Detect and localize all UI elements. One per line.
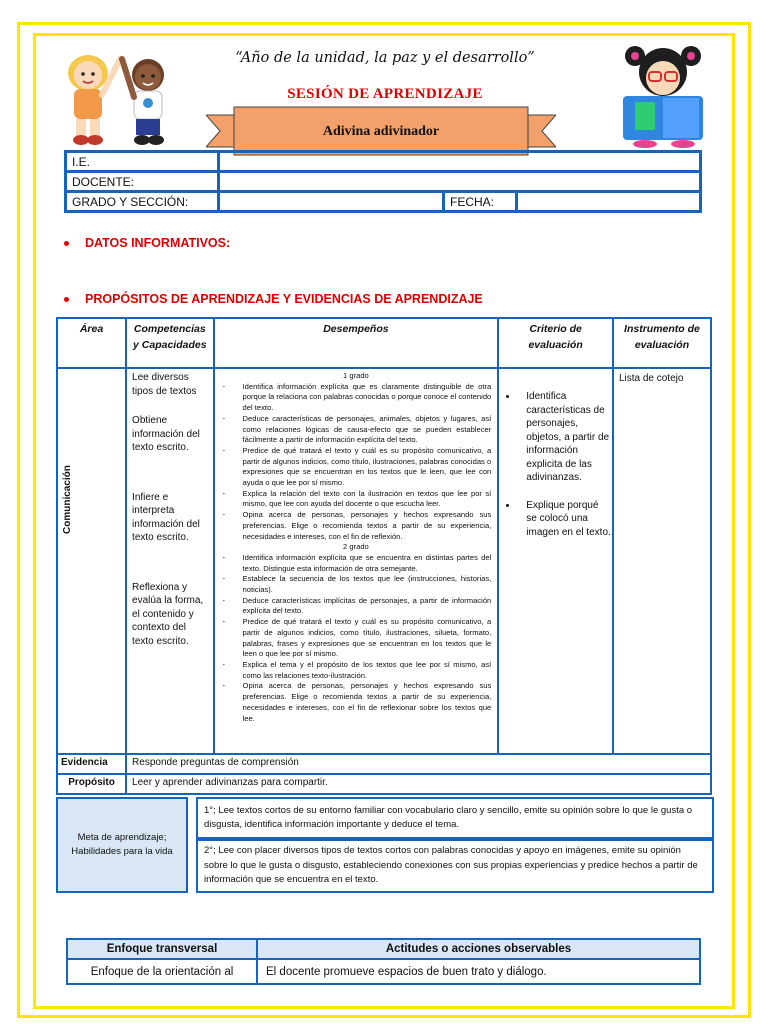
desempeno-item: - Opina acerca de personas, personajes y hechos expresando sus preferencias. Elige o recomienda textos a partir de su experiencia, necesidades e intereses, con el fin de reflexionar sobre los textos que lee.: [221, 681, 492, 724]
desempeno-item: - Explica la relación del texto con la ilustración en textos que lee por sí mismo, que lee con ayuda del docente o que escucha leer.: [221, 489, 492, 510]
evidencia-label: Evidencia: [57, 754, 126, 774]
session-title: SESIÓN DE APRENDIZAJE: [287, 86, 483, 102]
competencia-item: Reflexiona y evalúa la forma, el contenido y contexto del texto escrito.: [132, 581, 204, 647]
year-motto: “Año de la unidad, la paz y el desarrollo”: [235, 50, 535, 66]
actitudes-cell: El docente promueve espacios de buen trato y diálogo.: [257, 959, 700, 984]
desempeno-item: - Identifica información explícita que es claramente distinguible de otra porque la relaciona con palabras conocidas o porque conoce el contenido del texto.: [221, 382, 492, 414]
learning-purposes-table: [56, 317, 712, 795]
fecha-label: FECHA:: [444, 192, 517, 212]
competencia-item: Obtiene información del texto escrito.: [132, 415, 200, 453]
desempeno-item: - Identifica información explícita que se encuentra en distintas partes del texto. Distingue esta información de otra semejante.: [221, 553, 492, 574]
section-datos: [64, 236, 230, 250]
competencia-item: Lee diversos tipos de textos: [132, 372, 197, 397]
desempeno-item: - Deduce características de personajes, animales, objetos y lugares, así como relaciones lógicas de causa-efecto que se pueden establecer fácilmente a partir de información explícita del texto.: [221, 414, 492, 446]
grade2-title: 2 grado: [343, 542, 369, 552]
header-instrumento: Instrumento de evaluación: [613, 318, 711, 368]
header-competencias: Competencias y Capacidades: [126, 318, 213, 368]
header-desempenos: Desempeños: [214, 318, 499, 368]
instrumento-cell: Lista de cotejo: [613, 368, 711, 754]
grade1-list: [221, 382, 492, 543]
area-label: Comunicación: [62, 465, 73, 534]
competencias-cell: [126, 368, 213, 754]
desempeno-item: - Predice de qué tratará el texto y cuál es su propósito comunicativo, a partir de algunos indicios, como título, ilustraciones, silueta, formato, palabras, frases y expresiones que se encuentran en los textos que le leen o que lee por sí mismo.: [221, 617, 492, 660]
kids-illustration-left: [58, 45, 188, 150]
criterio-item: • Identifica características de personajes, objetos, a partir de información explicita de las adivinanzas.: [518, 390, 611, 485]
actitudes-header: Actitudes o acciones observables: [257, 939, 700, 959]
competencia-item: Infiere e interpreta información del texto escrito.: [132, 491, 200, 543]
bullet-dot: [64, 241, 69, 246]
enfoque-header: Enfoque transversal: [67, 939, 257, 959]
grado-label: GRADO Y SECCIÓN:: [66, 192, 219, 212]
fecha-field[interactable]: [517, 192, 701, 212]
docente-field[interactable]: [219, 172, 701, 192]
meta-table: [56, 797, 714, 893]
header-area: Área: [57, 318, 126, 368]
lesson-title: Adivina adivinador: [322, 124, 440, 139]
desempeno-item: - Opina acerca de personas, personajes y hechos expresando sus preferencias. Elige o recomienda textos a partir de su experiencia, necesidades e intereses, con el fin de reflexión.: [221, 510, 492, 542]
bullet-dot: [64, 297, 69, 302]
desempeno-item: - Predice de qué tratará el texto y cuál es su propósito comunicativo, a partir de algunos indicios, como título, ilustraciones, palabras conocidas o expresiones que se encuentran en los textos que le leen, que lee con ayuda o que lee por sí mismo.: [221, 446, 492, 489]
section-propositos-title: PROPÓSITOS DE APRENDIZAJE Y EVIDENCIAS DE APRENDIZAJE: [85, 292, 483, 306]
grade1-title: 1 grado: [343, 371, 369, 380]
header-criterio: Criterio de evaluación: [498, 318, 613, 368]
grade2-list: [221, 553, 492, 724]
section-datos-title: DATOS INFORMATIVOS:: [85, 236, 231, 250]
enfoque-table: [66, 938, 701, 985]
desempenos-cell: [214, 368, 499, 754]
criterio-cell: [498, 368, 613, 754]
section-propositos: [64, 292, 483, 306]
meta-label: Meta de aprendizaje; Habilidades para la vida: [56, 797, 188, 893]
meta-grade1: 1°; Lee textos cortos de su entorno familiar con vocabulario claro y sencillo, emite su opinión sobre lo que le gusta o disgusta, identifica información importante y deduce el tema.: [196, 797, 714, 839]
meta-grade2: 2°; Lee con placer diversos tipos de textos cortos con palabras conocidas y apoyo en imágenes, emite su opinión sobre lo que le gusta o disgusto, estableciendo conexiones con sus propias experiencias y predice hechos a partir de información que se encuentra en el texto.: [196, 839, 714, 893]
grado-field[interactable]: [219, 192, 444, 212]
proposito-label: Propósito: [57, 774, 126, 794]
enfoque-cell: Enfoque de la orientación al: [67, 959, 257, 984]
criterio-list: [500, 390, 611, 539]
desempeno-item: - Deduce características implícitas de personajes, a partir de información explícita del texto.: [221, 596, 492, 617]
ie-label: I.E.: [66, 152, 219, 172]
desempeno-item: - Establece la secuencia de los textos que lee (instrucciones, historias, noticias).: [221, 574, 492, 595]
docente-label: DOCENTE:: [66, 172, 219, 192]
proposito-text: Leer y aprender adivinanzas para compartir.: [126, 774, 711, 794]
evidencia-text: Responde preguntas de comprensión: [126, 754, 711, 774]
reading-girl-illustration: [605, 42, 720, 150]
desempeno-item: - Explica el tema y el propósito de los textos que lee por sí mismo, así como las relaciones texto-ilustración.: [221, 660, 492, 681]
info-table: [64, 150, 702, 213]
criterio-item: • Explique porqué se colocó una imagen en el texto.: [518, 499, 611, 540]
area-cell: [57, 368, 126, 754]
ie-field[interactable]: [219, 152, 701, 172]
